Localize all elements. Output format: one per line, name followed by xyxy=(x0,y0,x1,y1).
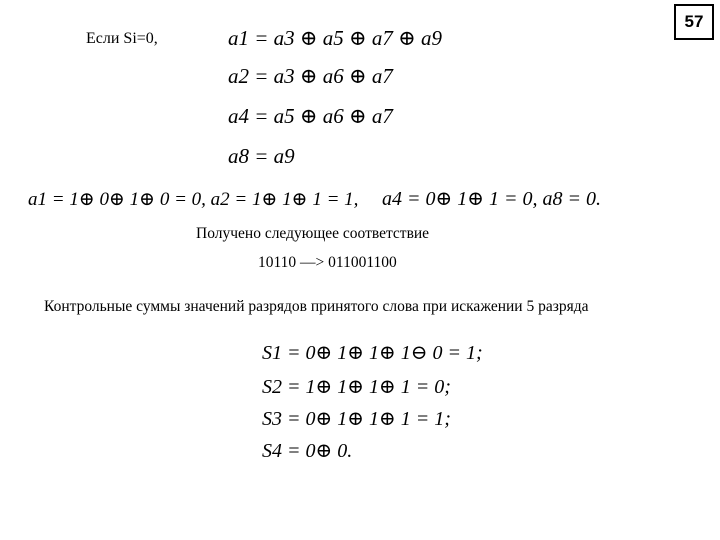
equation-a4: a4 = a5 ⊕ a6 ⊕ a7 xyxy=(228,104,393,128)
checksum-s1: S1 = 0⊕ 1⊕ 1⊕ 1⊖ 0 = 1; xyxy=(262,342,483,364)
checksum-s3: S3 = 0⊕ 1⊕ 1⊕ 1 = 1; xyxy=(262,408,451,430)
condition-label: Если Si=0, xyxy=(86,30,158,47)
checksum-s2: S2 = 1⊕ 1⊕ 1⊕ 1 = 0; xyxy=(262,376,451,398)
values-line-left: a1 = 1⊕ 0⊕ 1⊕ 0 = 0, a2 = 1⊕ 1⊕ 1 = 1, xyxy=(28,189,359,210)
checksum-s4: S4 = 0⊕ 0. xyxy=(262,440,353,462)
equation-a2: a2 = a3 ⊕ a6 ⊕ a7 xyxy=(228,64,393,88)
equation-a1: a1 = a3 ⊕ a5 ⊕ a7 ⊕ a9 xyxy=(228,26,442,50)
values-line-right: a4 = 0⊕ 1⊕ 1 = 0, a8 = 0. xyxy=(382,188,602,210)
page-number-badge: 57 xyxy=(674,4,714,40)
correspondence-title: Получено следующее соответствие xyxy=(196,225,430,242)
equation-a8: a8 = a9 xyxy=(228,144,295,168)
checksum-heading: Контрольные суммы значений разрядов принятого слова при искажении 5 разряда xyxy=(44,298,589,315)
correspondence-mapping: 10110 —> 011001100 xyxy=(258,254,397,271)
